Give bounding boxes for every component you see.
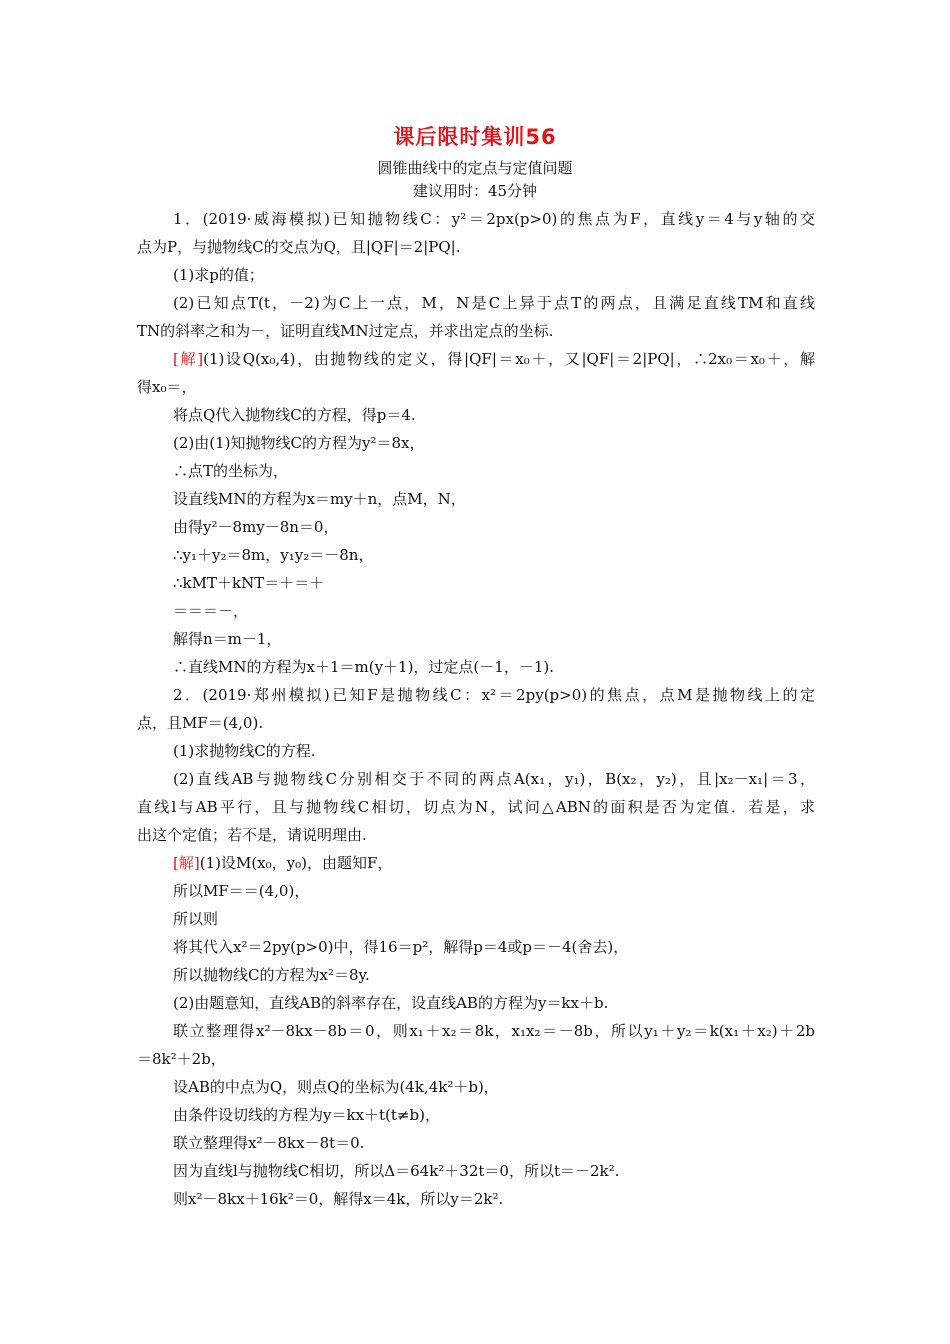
text-line <box>137 681 815 709</box>
text-line <box>137 569 815 597</box>
text-line <box>137 709 815 737</box>
solution-tag: [解] <box>173 350 204 368</box>
line-text: 因为直线l与抛物线C相切，所以Δ＝64k²＋32t＝0，所以t＝－2k². <box>173 1162 620 1180</box>
text-line <box>137 345 815 373</box>
line-text: 直线l与AB平行，且与抛物线C相切，切点为N，试问△ABN的面积是否为定值．若是，求 <box>137 798 815 816</box>
line-text: ∴点T的坐标为， <box>173 462 289 480</box>
text-line <box>137 261 815 289</box>
line-text: ＝＝＝－， <box>173 602 249 620</box>
line-text: 联立整理得x²－8kx－8t＝0. <box>173 1134 365 1152</box>
text-line <box>137 485 815 513</box>
line-text: ∴y₁＋y₂＝8m，y₁y₂＝－8n， <box>173 546 374 564</box>
line-text: (1)求p的值； <box>173 266 264 284</box>
text-line <box>137 457 815 485</box>
line-text: 所以MF＝＝(4,0)， <box>173 882 310 900</box>
document-subtitle: 圆锥曲线中的定点与定值问题 <box>377 159 573 177</box>
line-text: 联立整理得x²－8kx－8b＝0，则x₁＋x₂＝8k，x₁x₂＝－8b，所以y₁＋y₂＝k(x₁＋x₂)＋2b <box>173 1022 815 1040</box>
suggested-time: 建议用时：45分钟 <box>412 182 538 200</box>
text-line <box>137 317 815 345</box>
line-text: 设AB的中点为Q，则点Q的坐标为(4k,4k²＋b)， <box>173 1078 499 1096</box>
text-line <box>137 1157 815 1185</box>
text-line <box>137 905 815 933</box>
line-text: (2)直线AB与抛物线C分别相交于不同的两点A(x₁，y₁)，B(x₂，y₂)，且|x₂－x₁|＝3， <box>173 770 815 788</box>
text-line <box>137 849 815 877</box>
line-text: 则x²－8kx＋16k²＝0，解得x＝4k，所以y＝2k². <box>173 1190 504 1208</box>
text-line <box>137 933 815 961</box>
line-text: 点，且MF＝(4,0). <box>137 714 264 732</box>
line-text: (2)由题意知，直线AB的斜率存在，设直线AB的方程为y＝kx＋b. <box>173 994 609 1012</box>
text-line <box>137 429 815 457</box>
text-line <box>137 653 815 681</box>
line-text: 将其代入x²＝2py(p>0)中，得16＝p²，解得p＝4或p＝－4(舍去)， <box>173 938 629 956</box>
line-text: 将点Q代入抛物线C的方程，得p＝4. <box>173 406 416 424</box>
line-text: ∴kMT＋kNT＝＋＝＋ <box>173 574 325 592</box>
text-line <box>137 1073 815 1101</box>
text-line <box>137 793 815 821</box>
text-line <box>137 961 815 989</box>
line-text: (2)已知点T(t，－2)为C上一点，M，N是C上异于点T的两点，且满足直线TM和直线 <box>173 294 815 312</box>
line-text: (1)设Q(x₀,4)，由抛物线的定义，得|QF|＝x₀＋，又|QF|＝2|PQ|，∴2x₀＝x₀＋，解 <box>203 350 815 368</box>
text-line <box>137 233 815 261</box>
text-line <box>137 1185 815 1213</box>
line-text: (2)由(1)知抛物线C的方程为y²＝8x， <box>173 434 425 452</box>
line-text: 所以抛物线C的方程为x²＝8y. <box>173 966 370 984</box>
text-line <box>137 541 815 569</box>
text-line <box>137 1017 815 1045</box>
line-text: 解得n＝m－1， <box>173 630 282 648</box>
line-text: (1)设M(x₀，y₀)，由题知F， <box>199 854 393 872</box>
text-line <box>137 1101 815 1129</box>
line-text: (1)求抛物线C的方程. <box>173 742 316 760</box>
text-line <box>137 1045 815 1073</box>
line-text: 所以则 <box>173 910 219 928</box>
text-line <box>137 625 815 653</box>
text-line <box>137 289 815 317</box>
solution-tag: [解] <box>173 854 200 872</box>
line-text: 点为P，与抛物线C的交点为Q，且|QF|＝2|PQ|. <box>137 238 461 256</box>
line-text: 设直线MN的方程为x＝my＋n，点M，N， <box>173 490 466 508</box>
text-line <box>137 597 815 625</box>
text-line <box>137 373 815 401</box>
text-line <box>137 205 815 233</box>
document-body <box>137 205 815 1213</box>
text-line <box>137 1129 815 1157</box>
text-line <box>137 877 815 905</box>
line-text: TN的斜率之和为－，证明直线MN过定点，并求出定点的坐标. <box>137 322 554 340</box>
text-line <box>137 513 815 541</box>
line-text: 1．(2019·威海模拟)已知抛物线C：y²＝2px(p>0)的焦点为F，直线y＝4与y轴的交 <box>173 210 815 228</box>
line-text: 得x₀＝， <box>137 378 197 396</box>
text-line <box>137 989 815 1017</box>
text-line <box>137 737 815 765</box>
text-line <box>137 821 815 849</box>
document-title: 课后限时集训56 <box>393 125 557 149</box>
text-line <box>137 401 815 429</box>
line-text: 由得y²－8my－8n＝0， <box>173 518 339 536</box>
line-text: ＝8k²＋2b， <box>137 1050 226 1068</box>
line-text: 由条件设切线的方程为y＝kx＋t(t≠b)， <box>173 1106 440 1124</box>
line-text: 出这个定值；若不是，请说明理由. <box>137 826 367 844</box>
line-text: ∴直线MN的方程为x＋1＝m(y＋1)，过定点(－1，－1). <box>173 658 554 676</box>
text-line <box>137 765 815 793</box>
line-text: 2．(2019·郑州模拟)已知F是抛物线C：x²＝2py(p>0)的焦点，点M是抛物线上的定 <box>173 686 815 704</box>
